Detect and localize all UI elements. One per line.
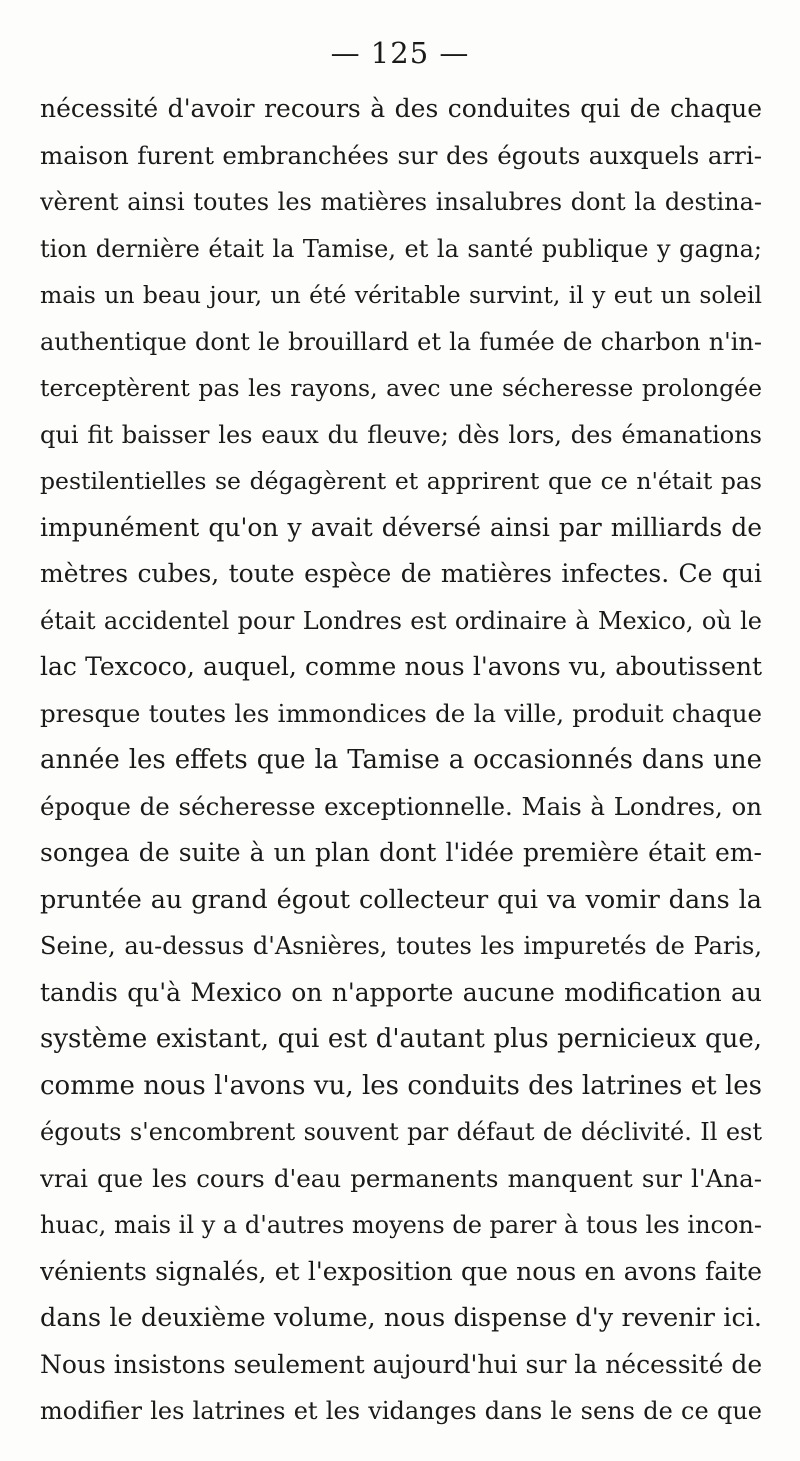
text-line: tion dernière était la Tamise, et la santé publique y gagna; <box>40 234 762 263</box>
text-line: mètres cubes, toute espèce de matières infectes. Ce qui <box>40 559 762 588</box>
text-line: époque de sécheresse exceptionnelle. Mais à Londres, on <box>40 791 762 821</box>
text-line: presque toutes les immondices de la ville, produit chaque <box>40 698 762 728</box>
page-number: — 125 — <box>330 36 470 70</box>
text-line: qui fit baisser les eaux du fleuve; dès lors, des émanations <box>40 420 762 449</box>
text-line: vénients signalés, et l'exposition que nous en avons faite <box>40 1256 762 1286</box>
text-line: dans le deuxième volume, nous dispense d'y revenir ici. <box>40 1303 762 1333</box>
text-line: huac, mais il y a d'autres moyens de parer à tous les incon- <box>40 1211 762 1239</box>
text-line: maison furent embranchées sur des égouts auxquels arri- <box>40 140 762 170</box>
text-line: songea de suite à un plan dont l'idée première était em- <box>40 838 762 867</box>
text-line: tandis qu'à Mexico on n'apporte aucune modification au <box>40 977 762 1007</box>
text-line: comme nous l'avons vu, les conduits des latrines et les <box>40 1070 762 1101</box>
text-line: mais un beau jour, un été véritable survint, il y eut un soleil <box>40 281 762 309</box>
text-line: terceptèrent pas les rayons, avec une sécheresse prolongée <box>40 374 762 402</box>
text-line: vrai que les cours d'eau permanents manquent sur l'Ana- <box>40 1163 762 1193</box>
text-line: année les effets que la Tamise a occasionnés dans une <box>40 745 762 775</box>
text-line: égouts s'encombrent souvent par défaut de déclivité. Il est <box>40 1118 762 1146</box>
text-line: vèrent ainsi toutes les matières insalubres dont la destina- <box>40 188 762 216</box>
text-line: Nous insistons seulement aujourd'hui sur la nécessité de <box>40 1349 762 1379</box>
text-line: système existant, qui est d'autant plus pernicieux que, <box>40 1024 762 1054</box>
text-line: nécessité d'avoir recours à des conduites qui de chaque <box>40 94 762 123</box>
text-line: modifier les latrines et les vidanges dans le sens de ce que <box>40 1397 762 1425</box>
text-line: impunément qu'on y avait déversé ainsi par milliards de <box>40 512 762 542</box>
text-line: Seine, au-dessus d'Asnières, toutes les impuretés de Paris, <box>40 932 762 960</box>
text-line: lac Texcoco, auquel, comme nous l'avons vu, aboutissent <box>40 652 762 681</box>
text-line: pestilentielles se dégagèrent et apprirent que ce n'était pas <box>40 467 762 495</box>
text-line: était accidentel pour Londres est ordinaire à Mexico, où le <box>40 606 762 635</box>
body-text <box>40 86 762 1435</box>
text-line: pruntée au grand égout collecteur qui va vomir dans la <box>40 884 762 915</box>
text-line: authentique dont le brouillard et la fumée de charbon n'in- <box>40 327 762 356</box>
